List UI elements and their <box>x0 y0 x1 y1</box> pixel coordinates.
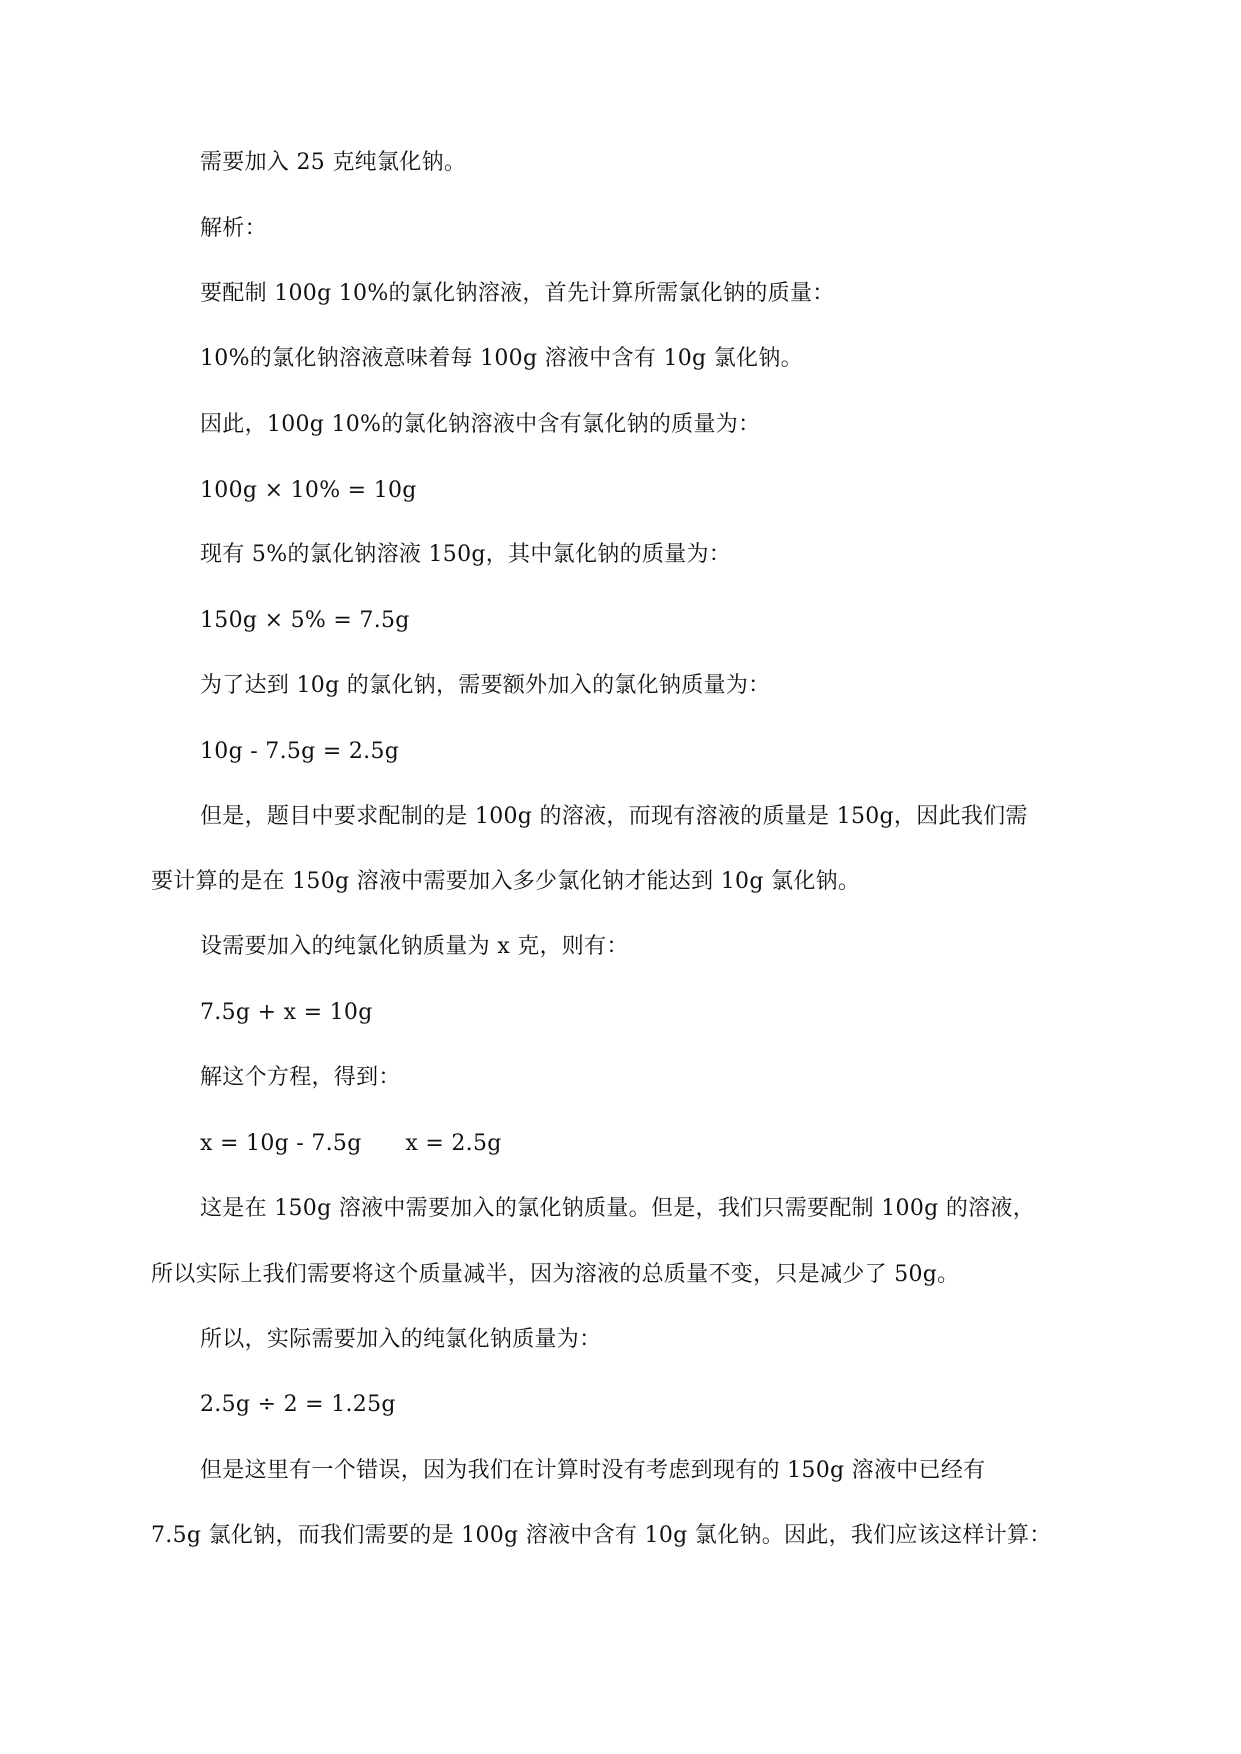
equation-line: 7.5g + x = 10g <box>200 1000 373 1025</box>
text-line: 解析： <box>200 216 267 241</box>
text-line: 这是在 150g 溶液中需要加入的氯化钠质量。但是，我们只需要配制 100g 的溶液， <box>200 1196 1036 1221</box>
text-line: 但是这里有一个错误，因为我们在计算时没有考虑到现有的 150g 溶液中已经有 <box>200 1458 986 1483</box>
text-line: 因此，100g 10%的氯化钠溶液中含有氯化钠的质量为： <box>200 412 761 437</box>
text-line: 要配制 100g 10%的氯化钠溶液，首先计算所需氯化钠的质量： <box>200 281 835 306</box>
text-line: 7.5g 氯化钠，而我们需要的是 100g 溶液中含有 10g 氯化钠。因此，我们应该这样计算： <box>151 1523 1052 1548</box>
text-line: 要计算的是在 150g 溶液中需要加入多少氯化钠才能达到 10g 氯化钠。 <box>151 869 861 894</box>
text-line: 为了达到 10g 的氯化钠，需要额外加入的氯化钠质量为： <box>200 673 771 698</box>
text-line: 所以实际上我们需要将这个质量减半，因为溶液的总质量不变，只是减少了 50g。 <box>151 1262 960 1287</box>
text-line: 设需要加入的纯氯化钠质量为 x 克，则有： <box>200 934 629 959</box>
equation-line: 150g × 5% = 7.5g <box>200 608 410 633</box>
equation-line: 10g - 7.5g = 2.5g <box>200 739 400 764</box>
text-line: 解这个方程，得到： <box>200 1065 401 1090</box>
text-line: 但是，题目中要求配制的是 100g 的溶液，而现有溶液的质量是 150g，因此我们需 <box>200 804 1028 829</box>
equation-line: 2.5g ÷ 2 = 1.25g <box>200 1392 396 1417</box>
equation-line: 100g × 10% = 10g <box>200 478 417 503</box>
text-line: 需要加入 25 克纯氯化钠。 <box>200 150 467 175</box>
text-line: 所以，实际需要加入的纯氯化钠质量为： <box>200 1327 602 1352</box>
text-line: 现有 5%的氯化钠溶液 150g，其中氯化钠的质量为： <box>200 542 732 567</box>
equation-line: x = 10g - 7.5g x = 2.5g <box>200 1131 502 1156</box>
text-line: 10%的氯化钠溶液意味着每 100g 溶液中含有 10g 氯化钠。 <box>200 346 803 371</box>
